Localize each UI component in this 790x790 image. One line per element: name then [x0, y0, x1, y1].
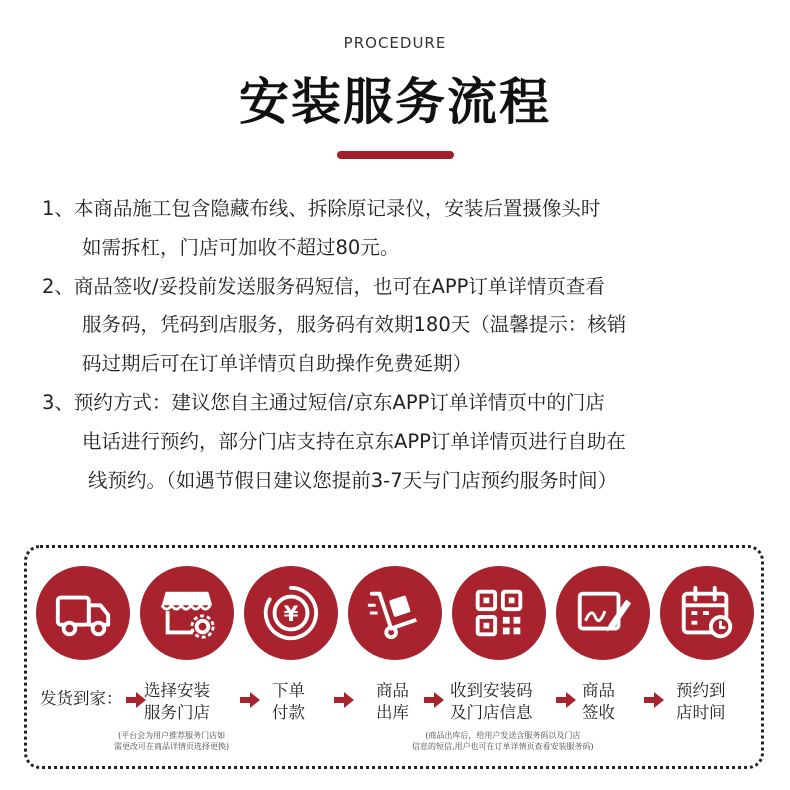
step-2-line-2: 付款 [272, 703, 305, 722]
arrow-right-icon [424, 692, 444, 708]
step-2-line-1: 下单 [272, 681, 305, 700]
step-1-line-2: 服务门店 [144, 703, 210, 722]
store-icon-circle [140, 566, 234, 660]
step-4-line-2: 及门店信息 [450, 703, 533, 722]
footnote-code-line-1: (商品出库后，给用户发送含服务码以及门店 [425, 731, 581, 740]
qr-code-icon [468, 582, 530, 644]
note-1-line-1: 1、本商品施工包含隐藏布线、拆除原记录仪，安装后置摄像头时 [42, 197, 601, 220]
yuan-icon-circle [244, 566, 338, 660]
step-2-label [272, 680, 305, 724]
step-4-line-1: 收到安装码 [450, 681, 533, 700]
step-1-label [144, 680, 210, 724]
footnote-store-line-2: 需更改可在商品详情页选择更换) [114, 742, 230, 751]
note-3-line-3: 线预约。（如遇节假日建议您提前3-7天与门店预约服务时间） [88, 468, 618, 492]
note-2-line-3: 码过期后可在订单详情页自助操作免费延期） [82, 352, 473, 376]
truck-icon [52, 582, 114, 644]
step-5-line-2: 签收 [582, 703, 615, 722]
footnote-store-line-1: (平台会为用户推荐服务门店如 [118, 731, 226, 740]
arrow-right-icon [556, 692, 576, 708]
arrow-right-icon [644, 692, 664, 708]
footnote-service-code [412, 730, 594, 752]
store-icon [156, 582, 218, 644]
qr-code-icon-circle [452, 566, 546, 660]
footnote-code-line-2: 信息的短信,用户也可在订单详情页查看安装服务码) [412, 742, 594, 751]
note-2-line-1: 2、商品签收/妥投前发送服务码短信，也可在APP订单详情页查看 [42, 274, 605, 298]
step-3-label [376, 680, 409, 724]
svg-text:¥: ¥ [283, 601, 299, 627]
calendar-icon [676, 582, 738, 644]
calendar-icon-circle [660, 566, 754, 660]
step-6-line-2: 店时间 [676, 703, 726, 722]
service-notes [42, 190, 762, 500]
step-3-line-1: 商品 [376, 681, 409, 700]
arrow-right-icon [126, 692, 146, 708]
step-6-line-1: 预约到 [676, 681, 726, 700]
step-1-line-1: 选择安装 [144, 681, 210, 700]
yuan-payment-icon [260, 582, 322, 644]
footnote-store-selection [114, 730, 229, 752]
step-6-label [676, 680, 726, 724]
truck-icon-circle [36, 566, 130, 660]
step-5-label [582, 680, 615, 724]
note-3-line-2: 电话进行预约，部分门店支持在京东APP订单详情页进行自助在 [82, 429, 626, 453]
note-2-line-2: 服务码，凭码到店服务，服务码有效期180天（温馨提示：核销 [82, 313, 627, 337]
step-3-line-2: 出库 [376, 703, 409, 722]
step-4-label [450, 680, 533, 724]
hand-truck-icon [364, 582, 426, 644]
arrow-right-icon [240, 692, 260, 708]
note-3-line-1: 3、预约方式：建议您自主通过短信/京东APP订单详情页中的门店 [42, 390, 605, 414]
flow-start-label: 发货到家： [40, 689, 123, 708]
note-1-line-2: 如需拆杠，门店可加收不超过80元。 [82, 235, 400, 259]
hand-truck-icon-circle [348, 566, 442, 660]
signature-icon [572, 582, 634, 644]
signature-icon-circle [556, 566, 650, 660]
arrow-right-icon [334, 692, 354, 708]
procedure-eyebrow: PROCEDURE [343, 34, 447, 52]
page-title: 安装服务流程 [239, 73, 551, 131]
title-underline [337, 151, 454, 159]
step-5-line-1: 商品 [582, 681, 615, 700]
